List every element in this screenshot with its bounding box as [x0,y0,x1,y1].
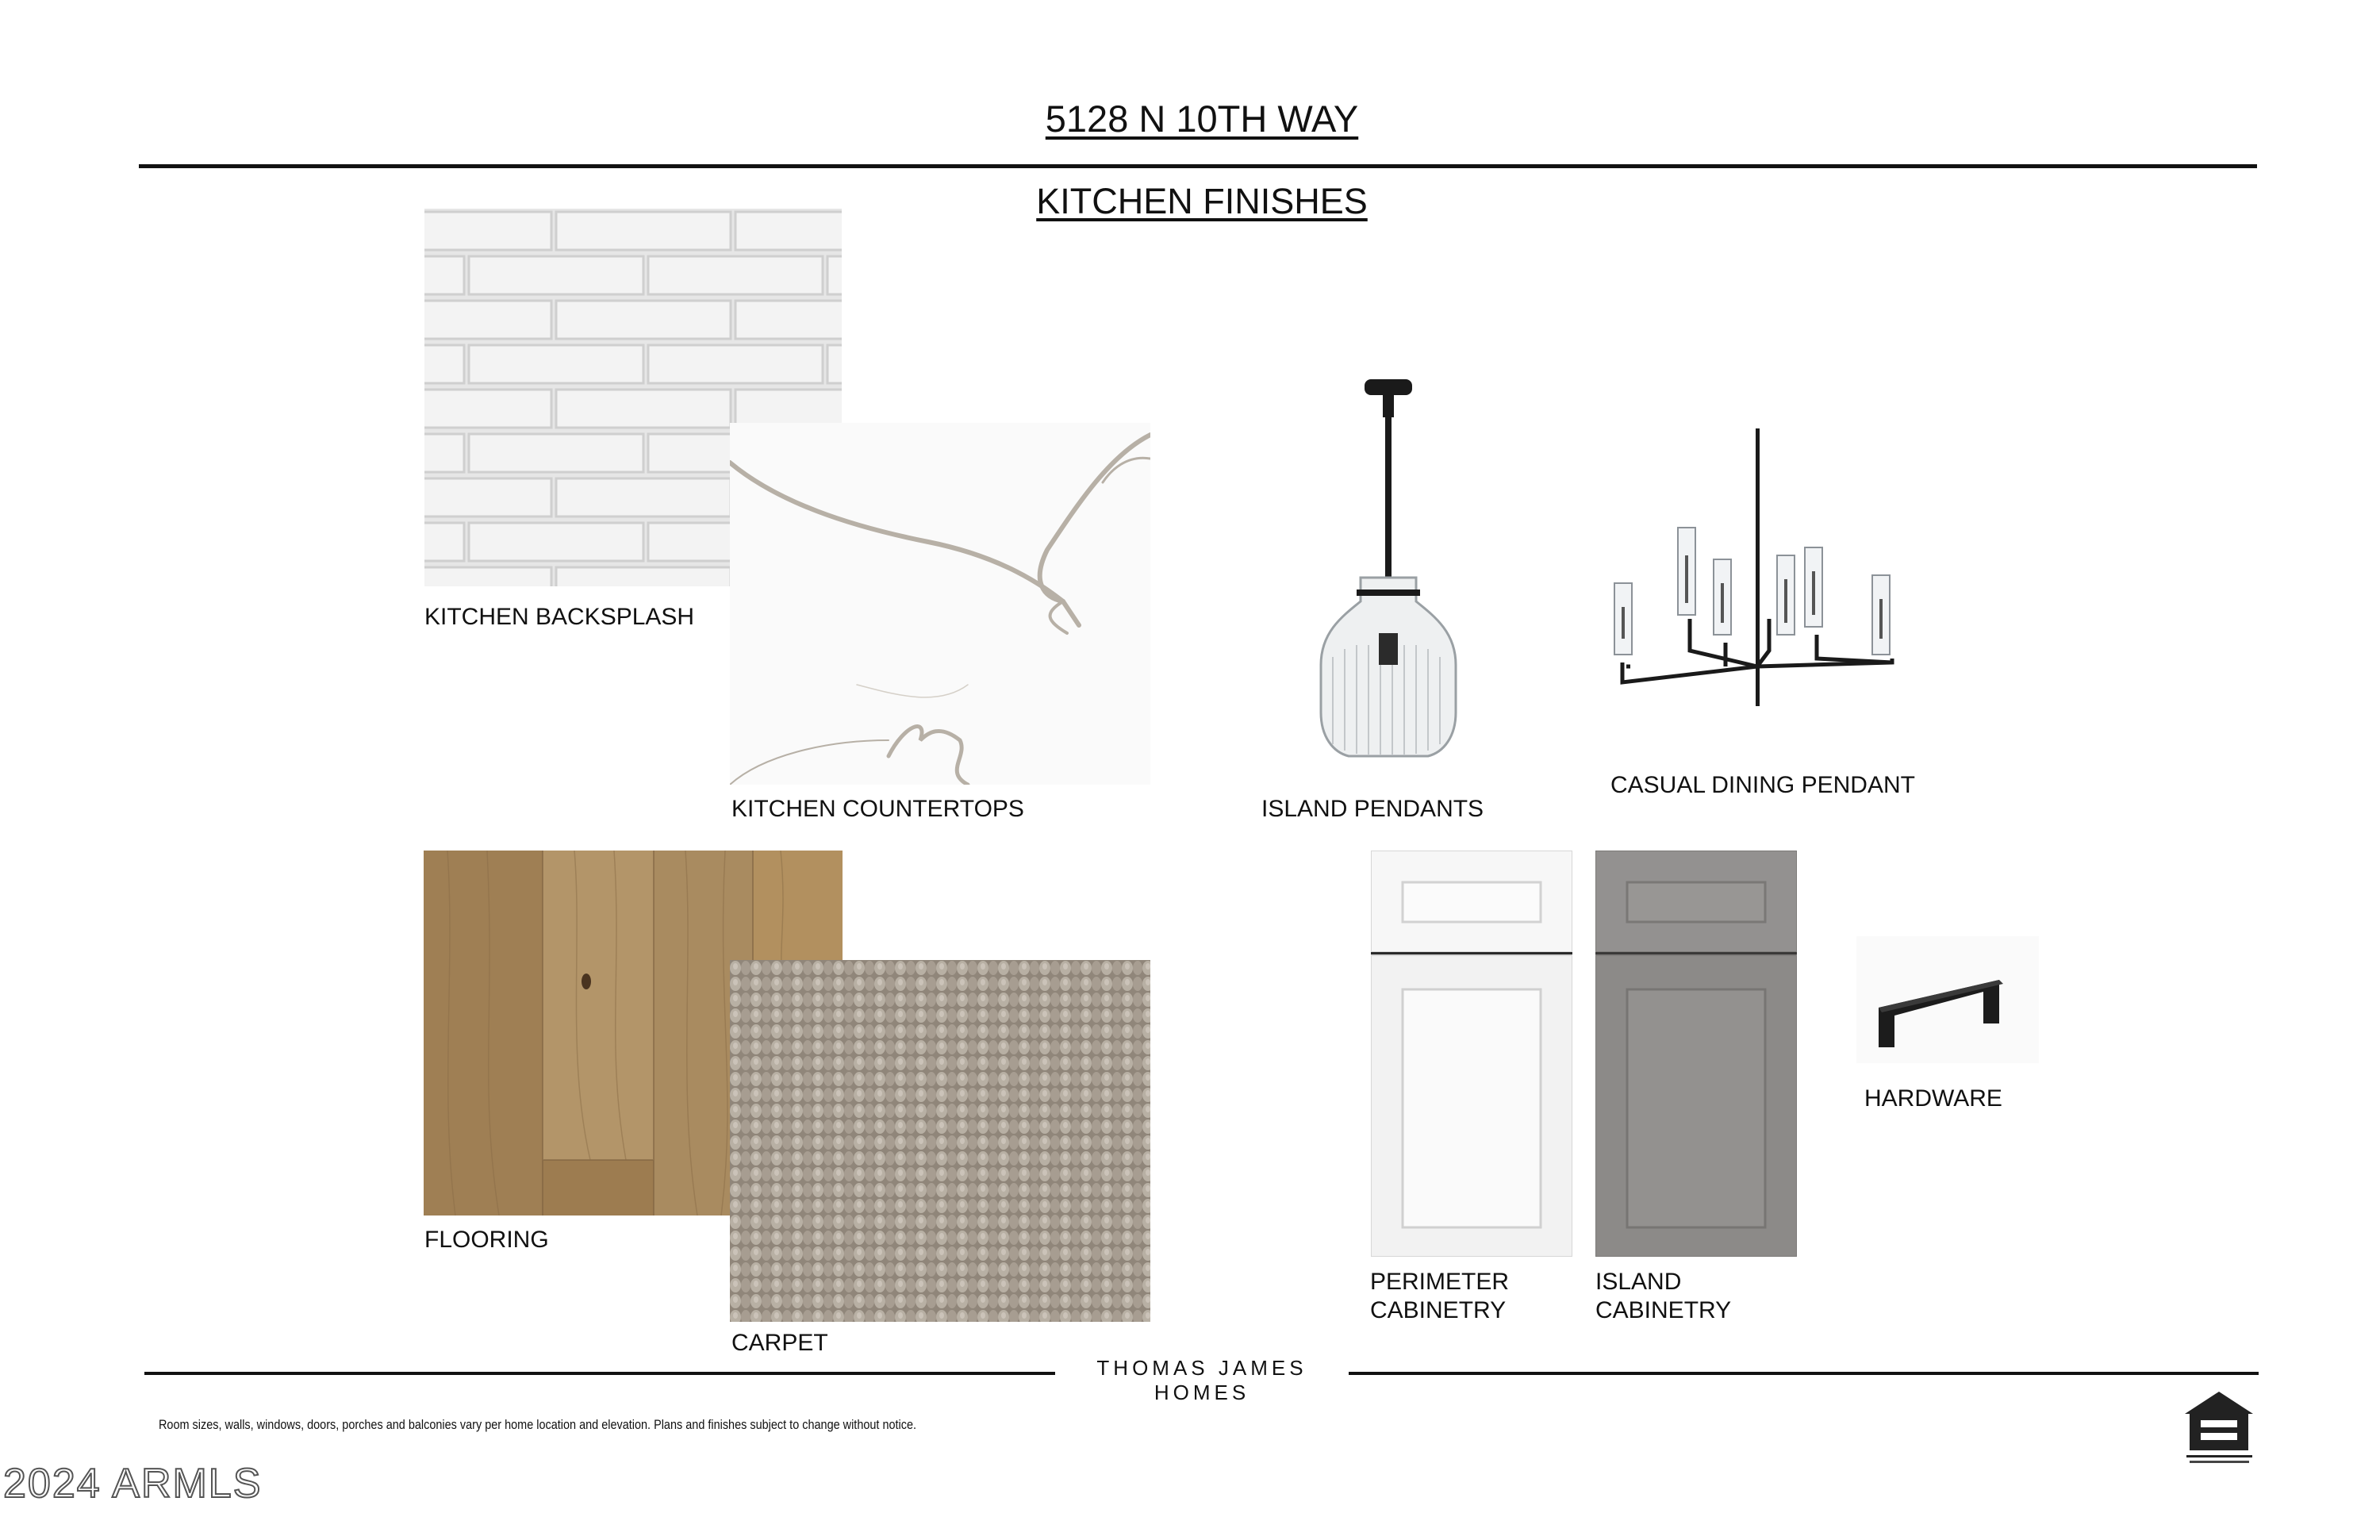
hardware-image [1856,936,2039,1063]
island-pendants-label: ISLAND PENDANTS [1261,796,1484,822]
disclaimer-text: Room sizes, walls, windows, doors, porches and balconies vary per home location and elevation. Plans and finishes subject to change without notice. [159,1417,917,1432]
dining-pendant-label: CASUAL DINING PENDANT [1610,772,1915,798]
address-title: 5128 N 10TH WAY [1045,98,1359,140]
header-divider [139,164,2257,168]
countertops-label: KITCHEN COUNTERTOPS [731,796,1024,822]
carpet-label: CARPET [731,1330,828,1356]
hardware-label: HARDWARE [1864,1085,2002,1112]
perimeter-cabinet-swatch [1371,851,1572,1257]
dining-pendant-image [1610,428,1904,714]
brand-name: THOMAS JAMES HOMES [1055,1356,1349,1405]
countertops-swatch [730,423,1150,785]
flooring-label: FLOORING [424,1227,549,1253]
carpet-swatch [730,960,1150,1322]
perimeter-cabinetry-label: PERIMETER CABINETRY [1370,1269,1510,1323]
equal-housing-icon [2182,1388,2257,1468]
section-title: KITCHEN FINISHES [1036,181,1368,221]
backsplash-label: KITCHEN BACKSPLASH [424,604,695,630]
island-cabinet-swatch [1595,851,1797,1257]
copyright-watermark: 2024 ARMLS [3,1461,263,1507]
island-pendant-image [1317,379,1460,760]
island-cabinetry-label: ISLAND CABINETRY [1595,1269,1732,1323]
